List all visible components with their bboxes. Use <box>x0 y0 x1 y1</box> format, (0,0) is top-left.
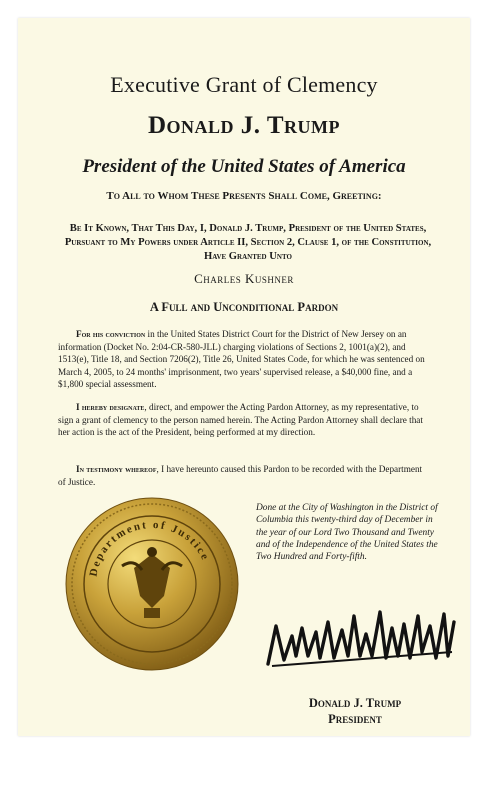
greeting-line: To All to Whom These Presents Shall Come, Greeting: <box>106 190 382 202</box>
svg-text:Department of Justice: Department of Justice <box>87 518 212 578</box>
handwritten-signature <box>262 586 462 696</box>
signer-title: President <box>328 712 382 726</box>
conviction-lead: For his conviction <box>76 329 146 339</box>
testimony-paragraph <box>58 463 432 488</box>
signer-name: Donald J. Trump <box>308 696 402 710</box>
president-office: President of the United States of America <box>82 156 406 177</box>
pardon-title: A Full and Unconditional Pardon <box>149 300 339 314</box>
testimony-text: , I have hereunto caused this Pardon to be recorded with the Department of Justice. <box>58 464 423 487</box>
doj-seal-icon <box>64 496 240 672</box>
done-at-text: Done at the City of Washington in the District of Columbia this twenty-third day of December in the year of our Lord Two Thousand and Twenty and of the Independence of the United States the Two Hundred and Forty-fifth. <box>256 503 438 563</box>
designation-lead: I hereby designate <box>76 402 145 412</box>
testimony-lead: In testimony whereof <box>76 464 157 474</box>
designation-text: , direct, and empower the Acting Pardon Attorney, as my representative, to sign a grant of clemency to the person named herein. The Acting Pardon Attorney shall declare that her action is the act of the President, being performed at my direction. <box>58 402 423 437</box>
designation-paragraph <box>58 401 432 439</box>
signature-block <box>280 695 430 727</box>
grantee-name: Charles Kushner <box>194 271 294 286</box>
conviction-text: in the United States District Court for the District of New Jersey on an information (Docket No. 2:04-CR-580-JLL) charging violations of Sections 2, 1001(a)(2), and 1513(e), Title 18, and Section 7206(2), Title 26, United States Code, for which he was sentenced on March 4, 2005, to 24 months' imprisonment, two years' supervised release, a $40,000 fine, and a $1,800 special assessment. <box>58 329 425 389</box>
president-name: Donald J. Trump <box>147 112 340 139</box>
proclamation-text: Be It Known, That This Day, I, Donald J. Trump, President of the United States, Pursuant to My Powers under Article II, Section 2, Clause 1, of the Constitution, Have Granted Unto <box>64 223 432 262</box>
document-heading: Executive Grant of Clemency <box>110 72 378 97</box>
pardon-document <box>18 18 470 736</box>
conviction-paragraph <box>58 328 432 391</box>
